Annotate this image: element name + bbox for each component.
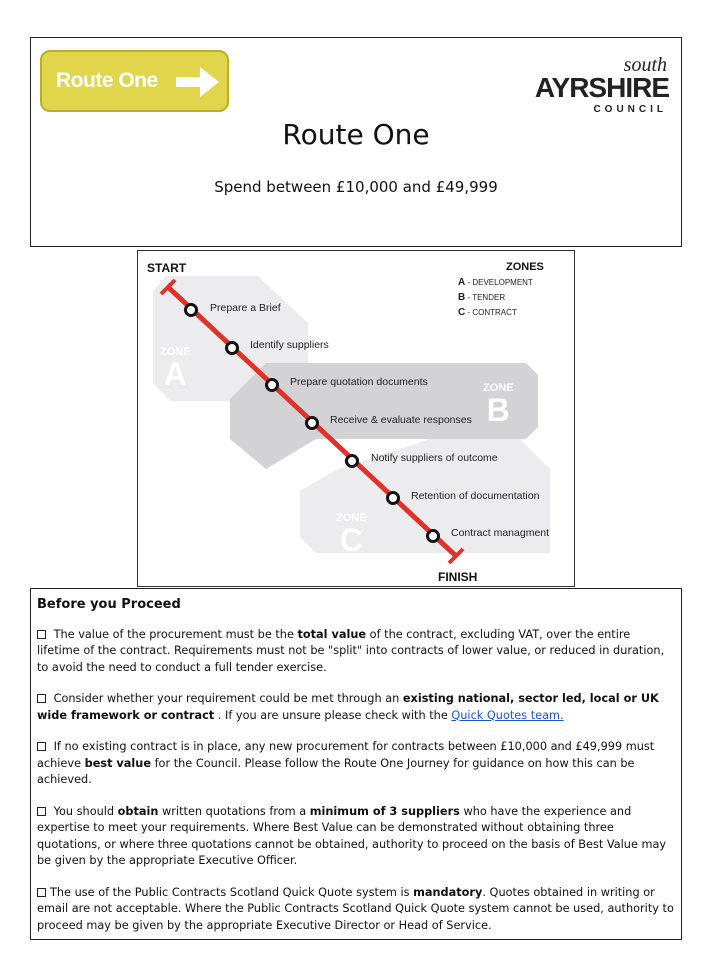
step-label-3: Prepare quotation documents [290, 376, 428, 388]
route-badge-label: Route One [56, 69, 158, 92]
step-label-5: Notify suppliers of outcome [371, 452, 498, 464]
station-2 [227, 343, 238, 354]
checkbox-icon [37, 630, 46, 639]
station-1 [186, 305, 197, 316]
proceed-item-quick-quote: The use of the Public Contracts Scotland Quick Quote system is mandatory. Quotes obtained in writing or email are not acceptable. Where the Public Contracts Scotland Quick Quote system cannot be used, authority to proceed may be given by the appropriate Executive Director or Head of Service. [37, 885, 674, 932]
proceed-item-framework: Consider whether your requirement could be met through an existing national, sector led, local or UK wide framework or contract . If you are unsure please check with the Quick Quotes team. [37, 692, 659, 722]
arrow-right-icon [174, 64, 222, 100]
zone-legend-c: C - CONTRACT [458, 307, 517, 318]
station-3 [267, 380, 278, 391]
page-subtitle: Spend between £10,000 and £49,999 [214, 178, 498, 196]
before-you-proceed-section [30, 588, 682, 940]
checkbox-icon [37, 694, 46, 703]
step-label-1: Prepare a Brief [210, 302, 281, 314]
route-one-badge [40, 50, 229, 112]
logo-council-text: COUNCIL [593, 104, 667, 115]
logo-ayrshire-text: AYRSHIRE [534, 72, 669, 103]
route-diagram [137, 250, 575, 587]
step-label-4: Receive & evaluate responses [330, 414, 472, 426]
zone-legend-a: A - DEVELOPMENT [458, 277, 533, 288]
zone-c-label: ZONE C [336, 512, 367, 558]
station-7 [428, 531, 439, 542]
step-label-2: Identify suppliers [250, 339, 329, 351]
checkbox-icon [37, 888, 46, 897]
south-ayrshire-council-logo [534, 54, 671, 120]
finish-label: FINISH [438, 570, 478, 584]
proceed-item-total-value: The value of the procurement must be the total value of the contract, excluding VAT, over the entire lifetime of the contract. Requirements must not be "split" into contracts of lower value, or reduced in duration, to avoid the need to conduct a full tender exercise. [37, 627, 665, 674]
header-box [30, 37, 682, 247]
zones-heading: ZONES [506, 261, 544, 273]
logo-south-text: south [623, 54, 667, 76]
page-title: Route One [282, 118, 430, 151]
proceed-heading: Before you Proceed [37, 597, 181, 612]
station-6 [388, 493, 399, 504]
checkbox-icon [37, 807, 46, 816]
step-label-7: Contract managment [451, 527, 550, 539]
checkbox-icon [37, 742, 46, 751]
step-label-6: Retention of documentation [411, 490, 540, 502]
quick-quotes-team-link[interactable]: Quick Quotes team. [451, 708, 564, 722]
proceed-item-quotations: You should obtain written quotations from a minimum of 3 suppliers who have the experience and expertise to meet your requirements. Where Best Value can be demonstrated without obtaining three quotations, or where three quotations cannot be obtained, authority to proceed on the basis of Best Value may be given by the appropriate Executive Officer. [37, 804, 667, 867]
proceed-item-best-value: If no existing contract is in place, any new procurement for contracts between £10,000 and £49,999 must achieve best value for the Council. Please follow the Route One Journey for guidance on how this can be achieved. [37, 740, 655, 786]
station-5 [347, 456, 358, 467]
start-label: START [147, 261, 187, 275]
zone-b-label: ZONE B [483, 382, 514, 428]
zone-legend-b: B - TENDER [458, 292, 506, 303]
zone-a-label: ZONE A [160, 346, 191, 392]
station-4 [307, 418, 318, 429]
